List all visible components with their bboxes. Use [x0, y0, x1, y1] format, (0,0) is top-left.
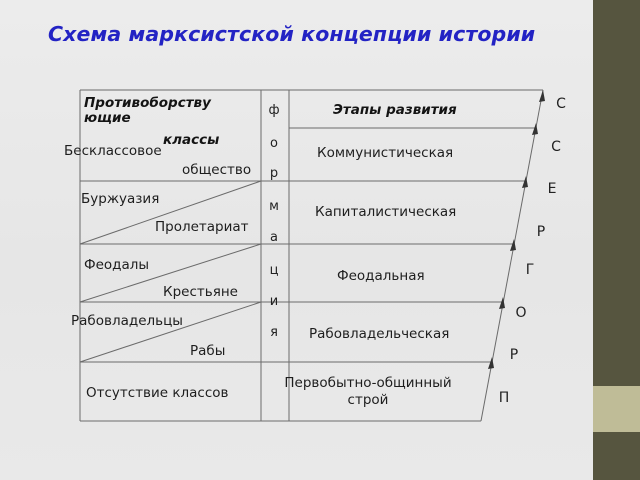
class-no-classes: Отсутствие классов [86, 385, 229, 401]
formation-letter-1: ф [268, 103, 280, 118]
progress-letter-4: Р [536, 224, 546, 240]
stage-primitive-communal: Первобытно-общинный строй [284, 375, 452, 408]
progress-letter-2: С [551, 139, 561, 155]
arrowhead-1 [539, 90, 545, 102]
progress-letter-7: Р [509, 347, 519, 363]
progress-letter-8: П [498, 390, 510, 406]
header-opposing-classes: Противоборству ющие [84, 95, 211, 126]
arrowhead-3 [522, 176, 528, 188]
formation-letter-4: м [269, 199, 279, 214]
class-classless: Бесклассовое [64, 143, 162, 159]
class-society: общество [182, 162, 252, 178]
stage-slave-owning: Рабовладельческая [309, 326, 450, 342]
diagonal-slave [80, 302, 261, 362]
class-slaves: Рабы [190, 343, 226, 359]
progress-letter-6: О [515, 305, 527, 321]
class-bourgeoisie: Буржуазия [81, 191, 160, 207]
formation-letter-2: о [270, 136, 278, 151]
class-proletariat: Пролетариат [155, 219, 249, 235]
diagram-title: Схема марксистской концепции истории [48, 22, 536, 46]
frame-right-slanted-line [481, 90, 543, 421]
stage-capitalist: Капиталистическая [315, 204, 457, 220]
class-peasants: Крестьяне [163, 284, 238, 300]
formation-letter-6: ц [269, 263, 279, 278]
formation-letter-3: р [269, 166, 279, 181]
formation-letter-8: я [270, 325, 278, 340]
progress-letter-1: С [556, 96, 566, 112]
stage-communist: Коммунистическая [317, 145, 454, 161]
stage-feudal: Феодальная [337, 268, 425, 284]
formation-letter-5: а [270, 230, 278, 245]
progress-letter-3: Е [547, 181, 557, 197]
header-classes-word: классы [163, 132, 220, 148]
header-stages: Этапы развития [333, 102, 457, 118]
class-slave-owners: Рабовладельцы [71, 313, 183, 329]
formation-letter-7: и [269, 294, 279, 309]
progress-letter-5: Г [525, 262, 535, 278]
class-feudal-lords: Феодалы [84, 257, 150, 273]
arrowhead-2 [532, 123, 538, 135]
